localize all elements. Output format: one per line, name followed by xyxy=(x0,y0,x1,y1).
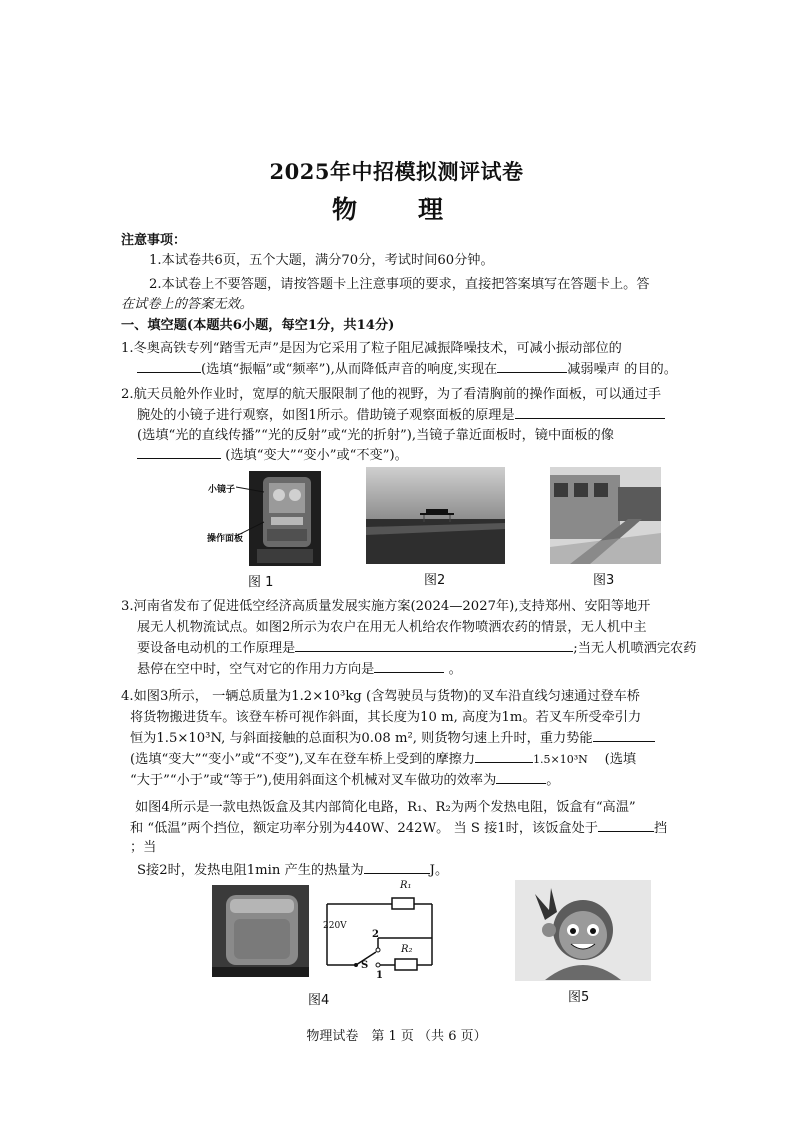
q4-line-4 xyxy=(130,748,636,767)
q2-blank-1[interactable] xyxy=(515,405,665,419)
q1-line-2 xyxy=(137,358,677,377)
notice-heading: 注意事项： xyxy=(121,233,187,248)
q5-line-1: 如图4所示是一款电热饭盒及其内部简化电路，R₁、R₂为两个发热电阻，饭盒有“高温” xyxy=(135,800,636,815)
q3-text-b: ;当无人机喷洒完农药 xyxy=(573,641,697,656)
q3-text-d: 。 xyxy=(448,662,462,677)
caption-fig-5: 图5 xyxy=(568,990,590,1005)
q1-text-b: 减弱噪声 的目的。 xyxy=(567,362,677,377)
q4-text-d: (选填 xyxy=(604,752,637,767)
q4-blank-2[interactable] xyxy=(475,749,533,763)
circuit-pos-1-label: 1 xyxy=(376,970,383,981)
figure-2-drone-field xyxy=(366,467,505,564)
q1-blank-1[interactable] xyxy=(137,359,201,373)
label-panel: 操作面板 xyxy=(207,534,244,544)
q1-text-a: (选填“振幅”或“频率”),从而降低声音的响度,实现在 xyxy=(201,362,498,377)
q5-line-2 xyxy=(130,817,667,836)
leader-lines xyxy=(236,486,266,538)
figure-3-forklift-ramp xyxy=(550,467,661,564)
q5-line-3: ；当 xyxy=(130,840,157,855)
q2-blank-2[interactable] xyxy=(137,445,221,459)
caption-fig-1: 图 1 xyxy=(248,575,274,590)
q3-line-4 xyxy=(137,658,462,677)
q4-text-e: “大于”“小于”或“等于”),使用斜面这个机械对叉车做功的效率为 xyxy=(130,773,497,788)
subject-title: 物 理 xyxy=(331,195,461,224)
q5-text-b: 挡 xyxy=(654,821,668,836)
q3-line-3 xyxy=(137,637,696,656)
q5-text-d: J。 xyxy=(429,863,449,878)
q4-line-3 xyxy=(130,727,655,746)
q2-line-3: (选填“光的直线传播”“光的反射”或“光的折射”),当镜子靠近面板时，镜中面板的像 xyxy=(137,428,614,443)
notice-item-1: 1.本试卷共6页，五个大题，满分70分，考试时间60分钟。 xyxy=(149,253,494,268)
q5-text-c: S接2时，发热电阻1min 产生的热量为 xyxy=(137,863,364,878)
q3-text-a: 要设备电动机的工作原理是 xyxy=(137,641,296,656)
caption-fig-4: 图4 xyxy=(308,993,330,1008)
figure-4-lunchbox-photo xyxy=(212,885,309,977)
q3-line-2: 展无人机物流试点。如图2所示为农户在用无人机给农作物喷洒农药的情景，无人机中主 xyxy=(137,620,647,635)
page-footer: 物理试卷 第 1 页 （共 6 页） xyxy=(306,1029,487,1044)
q2-line-4 xyxy=(137,444,408,463)
circuit-r1-label: R₁ xyxy=(400,880,412,891)
caption-fig-3: 图3 xyxy=(593,573,615,588)
q4-blank-1[interactable] xyxy=(593,728,655,742)
circuit-r2-label: R₂ xyxy=(401,944,413,955)
q3-line-1: 3.河南省发布了促进低空经济高质量发展实施方案(2024—2027年),支持郑州、安阳等地开 xyxy=(121,599,651,614)
q1-line-1: 1.冬奥高铁专列“踏雪无声”是因为它采用了粒子阻尼减振降噪技术，可减小振动部位的 xyxy=(121,341,622,356)
exam-title: 2025年中招模拟测评试卷 xyxy=(269,159,524,184)
q5-blank-1[interactable] xyxy=(598,818,654,832)
q4-line-1: 4.如图3所示， 一辆总质量为1.2×10³kg (含驾驶员与货物)的叉车沿直线匀速通过登车桥 xyxy=(121,689,640,704)
q2-line-2 xyxy=(137,404,665,423)
figure-5-cartoon-photo xyxy=(515,880,651,981)
q1-blank-2[interactable] xyxy=(497,359,567,373)
q2-line-1: 2.航天员舱外作业时，宽厚的航天服限制了他的视野，为了看清胸前的操作面板，可以通过手 xyxy=(121,387,662,402)
q4-text-a: 恒为1.5×10³N, 与斜面接触的总面积为0.08 m², 则货物匀速上升时，重力势能 xyxy=(130,731,593,746)
circuit-pos-2-label: 2 xyxy=(372,929,379,940)
q3-text-c: 悬停在空中时，空气对它的作用力方向是 xyxy=(137,662,375,677)
q3-blank-2[interactable] xyxy=(374,659,444,673)
q2-text-b: (选填“变大”“变小”或“不变”)。 xyxy=(225,448,408,463)
section-1-heading: 一、填空题(本题共6小题，每空1分，共14分) xyxy=(121,318,395,333)
q4-line-5 xyxy=(130,769,559,788)
caption-fig-2: 图2 xyxy=(424,573,446,588)
q5-blank-2[interactable] xyxy=(364,860,430,874)
q4-text-c: 1.5×10³N xyxy=(533,753,588,766)
q4-text-b: (选填“变大”“变小”或“不变”),叉车在登车桥上受到的摩擦力 xyxy=(130,752,476,767)
q4-blank-3[interactable] xyxy=(496,770,546,784)
circuit-switch-label: S xyxy=(361,960,369,971)
q4-text-f: 。 xyxy=(546,773,560,788)
q2-text-a: 腕处的小镜子进行观察，如图1所示。借助镜子观察面板的原理是 xyxy=(137,408,515,423)
label-mirror: 小镜子 xyxy=(208,485,236,495)
notice-item-2-cont: 在试卷上的答案无效。 xyxy=(121,297,253,312)
circuit-voltage-label: 220V xyxy=(323,921,347,931)
q4-line-2: 将货物搬进货车。该登车桥可视作斜面，其长度为10 m, 高度为1m。若叉车所受牵引力 xyxy=(130,710,642,725)
q3-blank-1[interactable] xyxy=(295,638,573,652)
q5-text-a: 和 “低温”两个挡位，额定功率分别为440W、242W。 当 S 接1时，该饭盒处于 xyxy=(130,821,598,836)
notice-item-2: 2.本试卷上不要答题，请按答题卡上注意事项的要求，直接把答案填写在答题卡上。答 xyxy=(149,277,650,292)
q5-line-4 xyxy=(137,859,448,878)
